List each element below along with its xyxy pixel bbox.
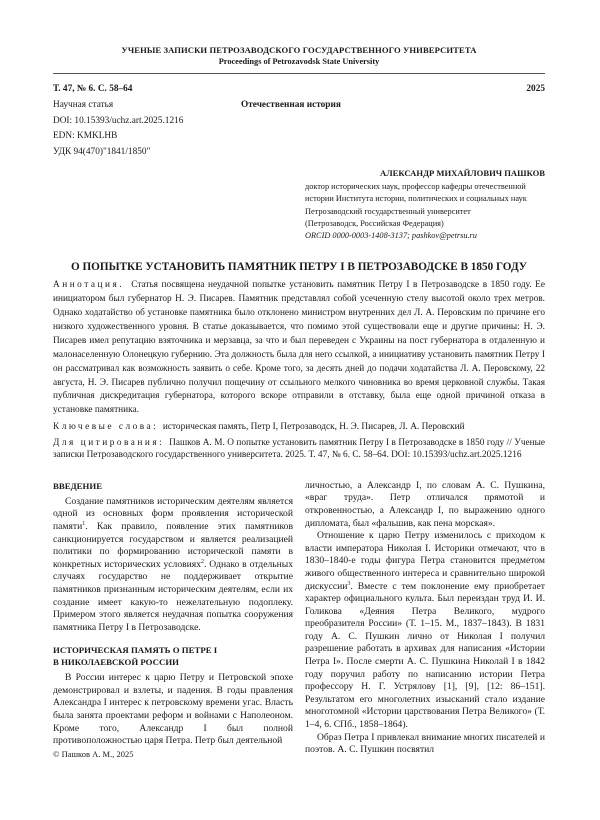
- volume-pages: Т. 47, № 6. С. 58–64: [53, 84, 133, 94]
- intro-paragraph: Создание памятников историческим деятелям является одной из основных форм проявления исторической памяти$^1$. Как правило, появление этих памятников санкционируется государством и является реализацией политики по формированию исторической памяти в конкретных исторических условиях$^2$. Однако в отдельных случаях государство не поддерживает открытие памятников признанным историческим деятелям, если их создание имеет какую-то нежелательную подоплеку. Примером этого является неудачная попытка сооружения памятника Петру I в Петрозаводске.: [53, 495, 293, 633]
- left-column: [53, 480, 293, 761]
- copyright: © Пашков А. М., 2025: [53, 748, 134, 759]
- section-label: Отечественная история: [241, 100, 341, 110]
- author-position: доктор исторических наук, профессор кафедры отечественной истории Института истории, политических и социальных наук: [305, 182, 527, 204]
- author-orcid-email[interactable]: ORCID 0000-0003-1408-3137; pashkov@petrsu.ru: [305, 231, 477, 240]
- body-paragraph: личностью, а Александр I, по словам А. С. Пушкина, «враг труда». Петр отличался прямотой и откровенностью, а Александр I, по выражению одного дипломата, был «фальшив, как пена морская».: [305, 479, 545, 529]
- edn: EDN: KMKLHB: [53, 131, 118, 142]
- article-page: [53, 0, 545, 760]
- abstract-text: Статья посвящена неудачной попытке установить памятник Петру I в Петрозаводске в 1850 году. Ее инициатором был губернатор Н. Э. Писарев. Памятник представлял собой усеченную стелу высотой около трех метров. Однако ходатайство об установке памятника было отклонено министром внутренних дел Л. А. Перовским по причине его низкого художественного уровня. В статье доказывается, что помимо этой существовали еще и другие причины: Н. Э. Писарев имел репутацию взяточника и мерзавца, за что и был переведен с Украины на пост губернатора в отдаленную и малонаселенную Олонецкую губернию. Эта должность была для него ссылкой, а инициативу установить памятник Петру I он рассматривал как возможность заявить о себе. Кроме того, за десять дней до подачи ходатайства Л. А. Перовскому, 22 августа, Н. Э. Писарев публично получил пощечину от ссыльного мелкого чиновника во время церковной службы. Такая публичная дискредитация губернатора, которого вскоре отправили в отставку, была еще одной причиной отказа в установке памятника.: [53, 280, 545, 416]
- footnote-ref-3[interactable]: 3: [347, 580, 351, 587]
- footnote-ref-1[interactable]: 1: [82, 520, 86, 527]
- abstract-label: Аннотация.: [53, 280, 125, 291]
- body-paragraph: Образ Петра I привлекал внимание многих писателей и поэтов. А. С. Пушкин посвятил: [305, 731, 545, 756]
- section-heading-intro: ВВЕДЕНИЕ: [53, 480, 103, 491]
- article-type: Научная статья: [53, 99, 114, 110]
- citation: [53, 437, 545, 462]
- author-location: (Петрозаводск, Российская Федерация): [305, 218, 444, 228]
- year: 2025: [526, 84, 545, 94]
- author-block: [305, 167, 545, 242]
- article-title: О ПОПЫТКЕ УСТАНОВИТЬ ПАМЯТНИК ПЕТРУ I В ПЕТРОЗАВОДСКЕ В 1850 ГОДУ: [70, 261, 527, 274]
- right-column: [305, 480, 545, 761]
- citation-text: Пашков А. М. О попытке установить памятник Петру I в Петрозаводске в 1850 году // Ученые записки Петрозаводского государственного университета. 2025. Т. 47, № 6. С. 58–64. DOI: 10.15393/uchz.art.2025.1216: [53, 437, 545, 461]
- body-paragraph: В России интерес к царю Петру и Петровской эпохе демонстрировал и взлеты, и падения. В годы правления Александра I интерес к петровскому времени угас. Власть была занята проектами реформ и войнами с Наполеоном. Кроме того, Александр I был полной противоположностью царя Петра. Петр был деятельной: [53, 672, 293, 747]
- udk: УДК 94(470)"1841/1850": [53, 147, 151, 158]
- body-columns: [53, 480, 545, 761]
- doi[interactable]: DOI: 10.15393/uchz.art.2025.1216: [53, 115, 184, 126]
- journal-title-en: Proceedings of Petrozavodsk State University: [218, 57, 380, 66]
- journal-header: [53, 0, 545, 67]
- body-paragraph: Отношение к царю Петру изменилось с приходом к власти императора Николая I. Историки отмечают, что в 1830–1840-е годы фигура Петра становится предметом живого общественного интереса и сравнительно широкой дискуссии$^3$. Вместе с тем поклонение ему приобретает характер официального культа. Был переиздан труд И. И. Голикова «Деяния Петра Великого, мудрого преобразителя России» (Т. 1–15. М., 1837–1843). В 1831 году А. С. Пушкин лично от Николая I получил разрешение работать в архивах для написания «Истории Петра I». После смерти А. С. Пушкина Николай I в 1842 году поручил работу по написанию истории Петра профессору Н. Г. Устрялову [1], [9], [12: 86–151]. Результатом его многолетних изысканий стало издание многотомной «Истории царствования Петра Великого» (Т. 1–4, 6. СПб., 1858–1864).: [305, 530, 545, 731]
- citation-label: Для цитирования:: [53, 437, 165, 448]
- article-meta: [53, 82, 545, 161]
- section-heading-memory: ИСТОРИЧЕСКАЯ ПАМЯТЬ О ПЕТРЕ I В НИКОЛАЕВСКОЙ РОССИИ: [53, 645, 218, 668]
- abstract: [53, 279, 545, 418]
- keywords: [53, 421, 545, 434]
- author-name: АЛЕКСАНДР МИХАЙЛОВИЧ ПАШКОВ: [380, 167, 545, 178]
- author-affiliation: Петрозаводский государственный университет: [305, 206, 471, 216]
- header-rule: [53, 73, 545, 74]
- keywords-text: историческая память, Петр I, Петрозаводск, Н. Э. Писарев, Л. А. Перовский: [162, 422, 465, 433]
- keywords-label: Ключевые слова:: [53, 422, 159, 433]
- footnote-ref-2[interactable]: 2: [201, 558, 204, 565]
- journal-title-ru: УЧЕНЫЕ ЗАПИСКИ ПЕТРОЗАВОДСКОГО ГОСУДАРСТВЕННОГО УНИВЕРСИТЕТА: [121, 45, 477, 55]
